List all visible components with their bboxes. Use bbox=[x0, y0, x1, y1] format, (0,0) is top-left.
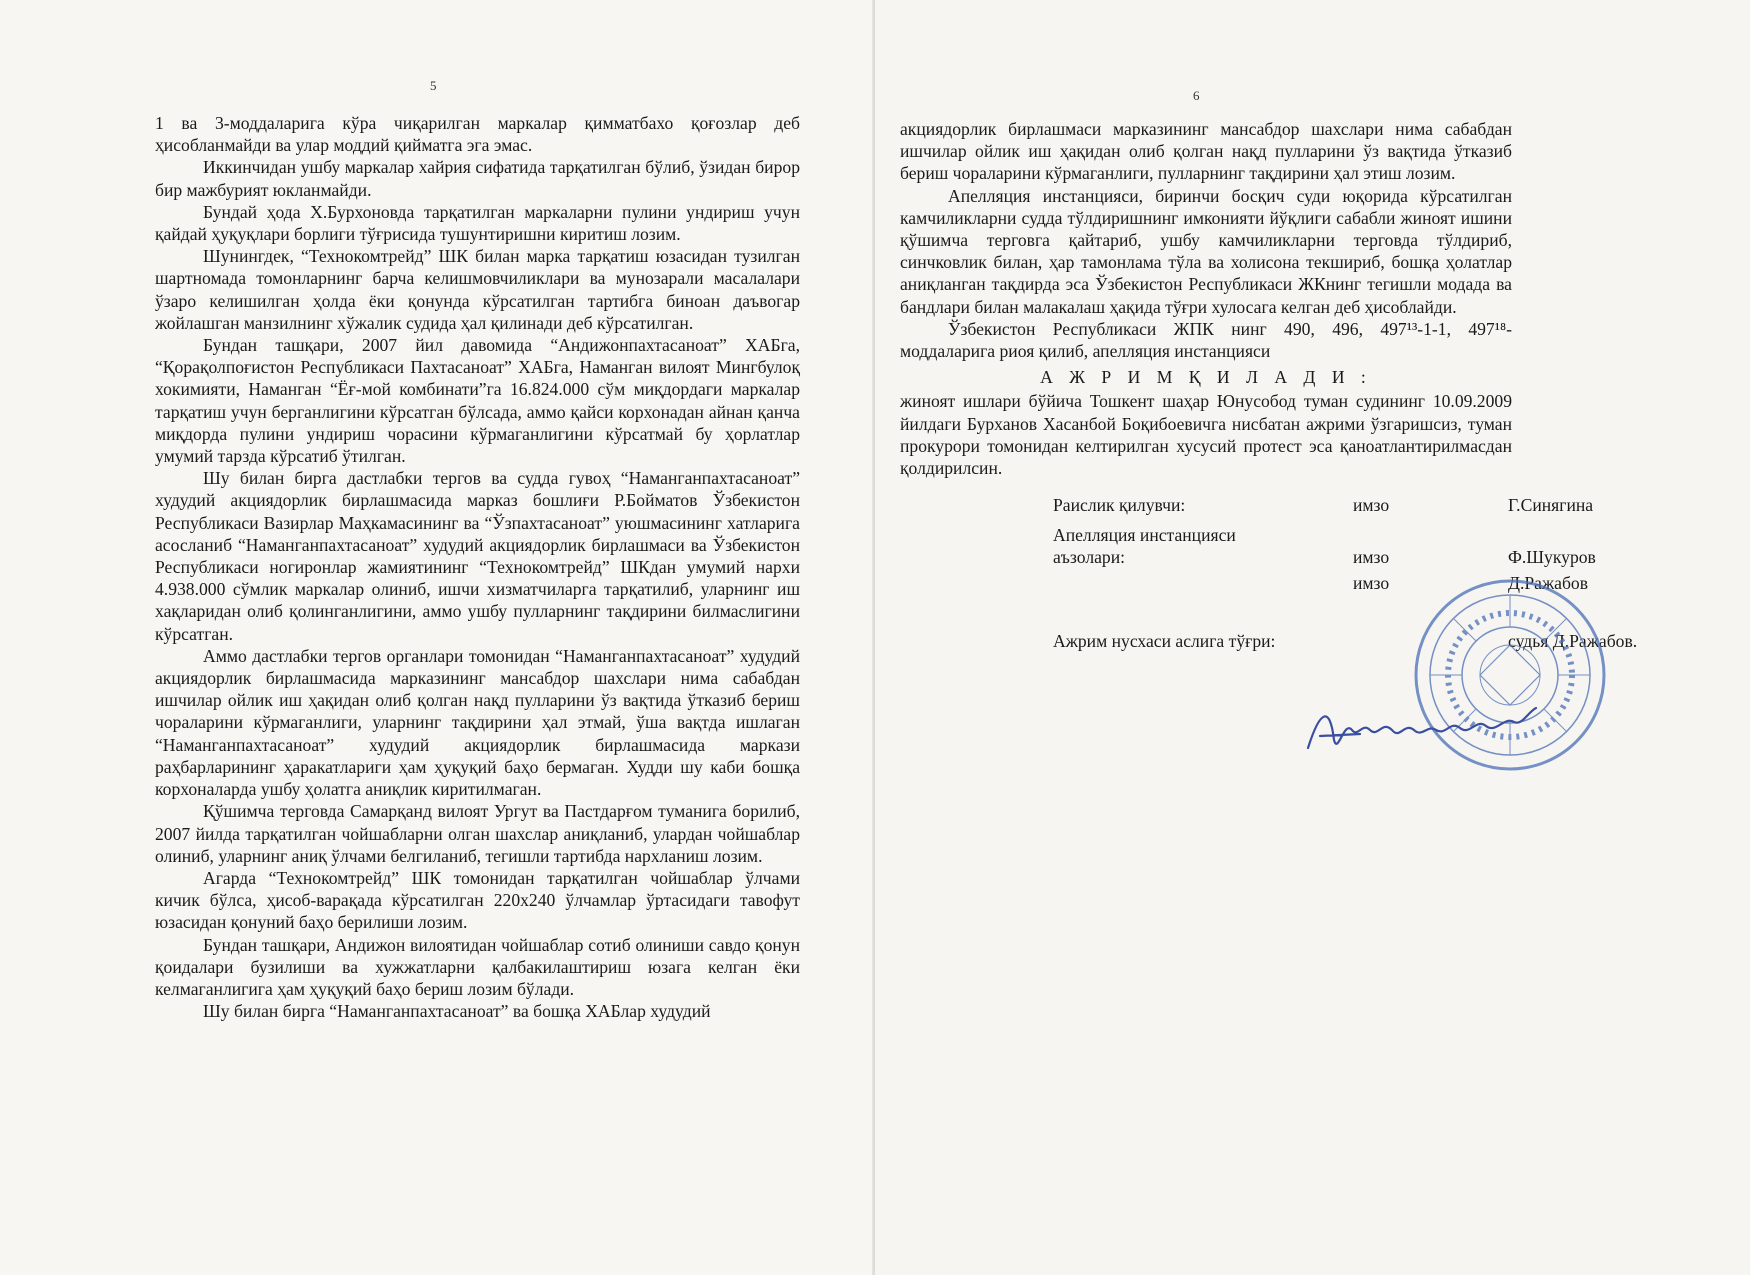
copy-name: судья Д.Ражабов. bbox=[1508, 631, 1638, 651]
chair-label: Раислик қилувчи: bbox=[1053, 495, 1186, 515]
member1-name: Ф.Шукуров bbox=[1508, 547, 1596, 567]
copy-label: Ажрим нусхаси аслига тўғри: bbox=[1053, 631, 1276, 651]
left-paragraph: Шунингдек, “Технокомтрейд” ШК билан марка тарқатиш юзасидан тузилган шартномада томонларнинг барча келишмовчиликлари ва мунозарали масалалари ўзаро келишилган ҳолда ёки қонунда кўрсатилган тартибга биноан даъвогар жойлашган манзилнинг хўжалик судида ҳал қилинади деб кўрсатилган. bbox=[155, 246, 800, 333]
left-paragraph: Аммо дастлабки тергов органлари томонидан “Наманганпахтасаноат” худудий акциядорлик бирлашмасида марказининг мансабдор шахслари нима сабабдан ишчилар ойлик иш ҳақидан олиб қолган нақд пулларини ўз вақтида ўтказиб бериш чораларини кўрмаганлиги, уларнинг тақдирини ҳал этмай, ўша вақтда ишлаган “Наманганпахтасаноат” худудий акциядорлик бирлашмасида маркази раҳбарларининг ҳаракатлариги ҳам ҳуқуқий баҳо бермаган. Худди шу каби бошқа корхоналарда ушбу ҳолатга аниқлик киритилмаган. bbox=[155, 645, 800, 800]
chair-name: Г.Синягина bbox=[1508, 495, 1594, 515]
right-paragraphs bbox=[900, 118, 1512, 362]
decision-heading: А Ж Р И М Қ И Л А Д И : bbox=[1040, 367, 1372, 388]
left-paragraph: Агарда “Технокомтрейд” ШК томонидан тарқатилган чойшаблар ўлчами кичик бўлса, ҳисоб-варақада кўрсатилган 220х240 ўлчамлар ўртасидаги тавофут юзасидан қонуний баҳо берилиши лозим. bbox=[155, 867, 800, 933]
chair-sign: имзо bbox=[1353, 495, 1390, 515]
decision-text: жиноят ишлари бўйича Тошкент шаҳар Юнусобод туман судининг 10.09.2009 йилдаги Бурханов Хасанбой Боқибоевичга нисбатан ажрими ўзгаришсиз, туман прокурори томонидан келтирилган хусусий протест эса қаноатлантирилмасдан қолдирилсин. bbox=[900, 391, 1512, 479]
member2-sign: имзо bbox=[1353, 573, 1390, 593]
left-paragraph: 1 ва 3-моддаларига кўра чиқарилган маркалар қимматбахо қоғозлар деб ҳисобланмайди ва улар моддий қийматга эга эмас. bbox=[155, 113, 800, 156]
chair-row bbox=[1053, 494, 1653, 516]
left-page-body bbox=[155, 112, 800, 1022]
left-paragraph: Иккинчидан ушбу маркалар хайрия сифатида тарқатилган бўлиб, ўзидан бирор бир мажбурият юкланмайди. bbox=[155, 157, 800, 200]
right-page-body bbox=[900, 118, 1512, 479]
left-paragraph: Бундан ташқари, Андижон вилоятидан чойшаблар сотиб олиниши савдо қонун қоидалари бузилиши ва хужжатларни қалбакилаштириш юзага келган ёки келмаганлигига ҳам ҳуқуқий баҳо бериш лозим бўлади. bbox=[155, 934, 800, 999]
right-paragraph: Ўзбекистон Республикаси ЖПК нинг 490, 496, 497¹³-1-1, 497¹⁸-моддаларига риоя қилиб, апелляция инстанцияси bbox=[900, 318, 1512, 362]
left-paragraph: Шу билан бирга дастлабки тергов ва судда гувоҳ “Наманганпахтасаноат” худудий акциядорлик бирлашмасида марказ бошлиғи Р.Бойматов Ўзбекистон Республикаси Вазирлар Маҳкамасининг ва “Ўзпахтасаноат” уюшмасининг хатларига асосланиб “Наманганпахтасаноат” худудий акциядорлик бирлашмаси ва Ўзбекистон Республикаси ногиронлар жамиятининг “Технокомтрейд” ШКдан умумий нархи 4.938.000 сўмлик маркалар олиниб, ишчи хизматчиларга тарқатилиб, уларнинг иш хақларидан олиб қолинганлигини, аммо ушбу пулларнинг тақдирини билмаслигини кўрсатган. bbox=[155, 468, 800, 644]
member2-name: Д.Ражабов bbox=[1508, 573, 1589, 593]
member1-row bbox=[1053, 546, 1653, 568]
members-label-row bbox=[1053, 524, 1653, 546]
left-paragraph: Бундай ҳода Х.Бурхоновда тарқатилган маркаларни пулини ундириш учун қайдай ҳуқуқлари борлиги тўғрисида тушунтиришни киритиш лозим. bbox=[155, 201, 800, 245]
page-number-left: 5 bbox=[430, 78, 437, 93]
left-paragraph: Қўшимча терговда Самарқанд вилоят Ургут ва Пастдарғом туманига борилиб, 2007 йилда тарқатилган чойшабларни олган шахслар аниқланиб, улардан чойшаблар олиниб, уларнинг аниқ ўлчами белгиланиб, тегишли тартибда нархланиш лозим. bbox=[155, 801, 800, 866]
member1-sign: имзо bbox=[1353, 547, 1390, 567]
right-paragraph: акциядорлик бирлашмаси марказининг мансабдор шахслари нима сабабдан ишчилар ойлик иш ҳақидан олиб қолган нақд пулларини ўз вақтида ўтказиб бериш чораларини кўрмаганлиги, пулларнинг тақдирини ҳал этиш лозим. bbox=[900, 119, 1512, 184]
page-number-right: 6 bbox=[1193, 88, 1200, 103]
right-paragraph: Апелляция инстанцияси, биринчи босқич суди юқорида кўрсатилган камчиликларни судда тўлдиришнинг имконияти йўқлиги сабабли жиноят ишини қўшимча терговга қайтариб, ушбу камчиликларни терговда тўлдириб, синчковлик билан, ҳар тамонлама тўла ва холисона текшириб, бошқа ҳолатлар аниқланган тақдирда эса Ўзбекистон Республикаси ЖКнинг тегишли модада ва бандлари билан малакалаш ҳақида тўғри хулосага келган деб ҳисоблайди. bbox=[900, 185, 1512, 317]
members-label-1: Апелляция инстанцияси bbox=[1053, 525, 1236, 545]
handwritten-signature-icon bbox=[1300, 700, 1540, 760]
members-label-2: аъзолари: bbox=[1053, 547, 1126, 567]
left-paragraph: Бундан ташқари, 2007 йил давомида “Андижонпахтасаноат” ХАБга, “Қорақолпоғистон Республикаси Пахтасаноат” ХАБга, Наманган вилоят Мингбулоқ хокимияти, Наманган “Ёғ-мой комбинати”га 16.824.000 сўм миқдордаги маркалар тарқатиш учун берганлигини кўрсатган бўлсада, аммо қайси корхонадан айнан қанча миқдорда пулини ундириш чорасини кўрмаганлигини кўрсатмай бу ҳорлатлар умумий тарзда кўрсатиб ўтилган. bbox=[155, 335, 800, 467]
left-paragraph: Шу билан бирга “Наманганпахтасаноат” ва бошқа ХАБлар худудий bbox=[203, 1001, 711, 1022]
